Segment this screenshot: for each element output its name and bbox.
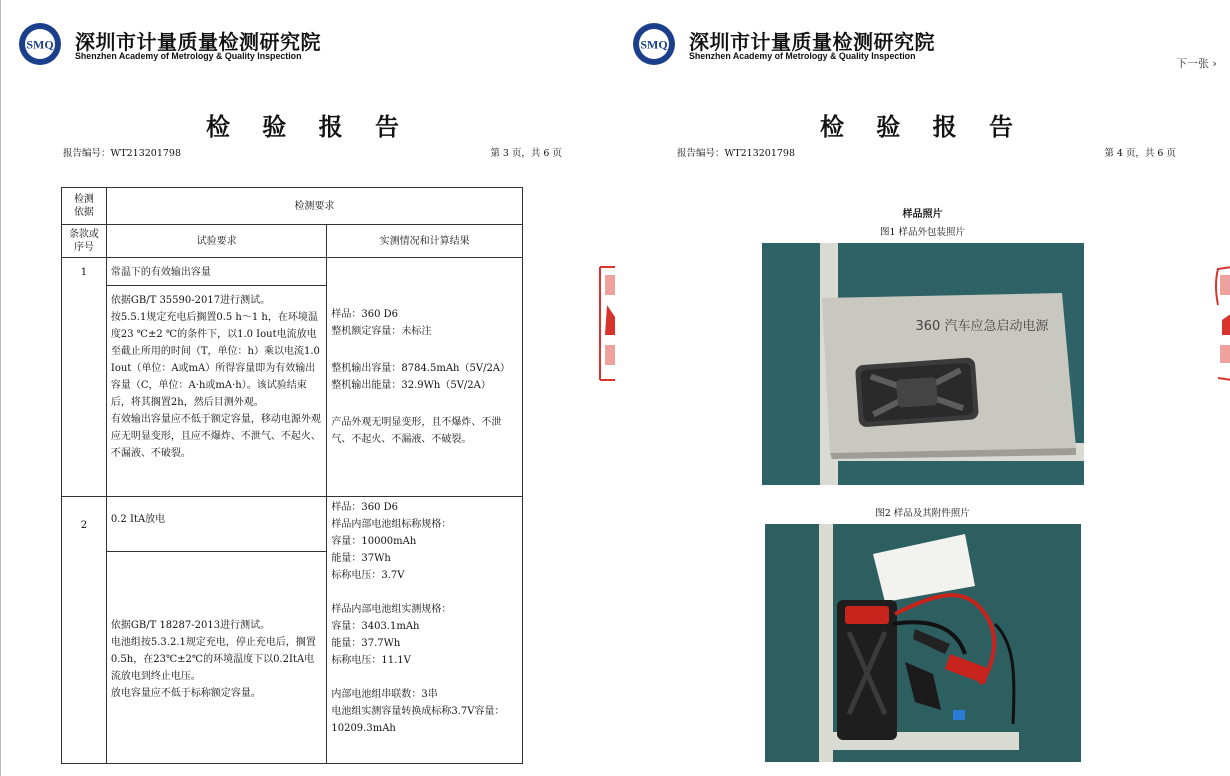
svg-text:SMQ: SMQ — [640, 37, 668, 52]
smq-logo-icon — [18, 22, 62, 66]
row-1-result-output: 整机输出容量：8784.5mAh（5V/2A） 整机输出能量：32.9Wh（5V/2A） — [331, 363, 511, 391]
row-2-result — [327, 497, 523, 764]
report-title: 检 验 报 告 — [205, 113, 412, 141]
report-page-4 — [615, 0, 1230, 776]
smq-logo-icon — [632, 22, 676, 66]
page-info: 第 3 页，共 6 页 — [490, 148, 562, 159]
org-name-cn: 深圳市计量质量检测研究院 — [689, 30, 935, 54]
header-clause: 条款或 序号 — [62, 225, 107, 258]
figure-1-packaging-photo — [762, 243, 1084, 485]
org-name-cn: 深圳市计量质量检测研究院 — [75, 30, 321, 54]
row-1-result-sample: 样品：360 D6 整机额定容量：未标注 — [331, 309, 432, 337]
next-image-link[interactable]: 下一张 › — [1176, 57, 1217, 70]
row-2-item-title: 0.2 ItA放电 — [106, 497, 326, 552]
row-1-result — [327, 258, 523, 497]
photos-section-title: 样品照片 — [902, 209, 943, 220]
report-title: 检 验 报 告 — [819, 113, 1026, 141]
row-2-result-measured: 样品内部电池组实测规格： 容量：3403.1mAh 能量：37.7Wh 标称电压：11.1V — [331, 604, 452, 666]
header-basis: 检测 依据 — [62, 188, 107, 225]
report-number: 报告编号：WT213201798 — [63, 148, 181, 159]
figure-2-caption: 图2 样品及其附件照片 — [875, 508, 970, 519]
row-2-result-conversion: 内部电池组串联数：3串 电池组实测容量转换成标称3.7V容量：10209.3mAh — [331, 689, 505, 734]
test-requirements-table — [61, 187, 523, 764]
row-2-item-detail: 依据GB/T 18287-2013进行测试。 电池组按5.3.2.1规定充电，停止充电后，搁置0.5h，在23℃±2℃的环境温度下以0.2ItA电流放电到终止电压。 放电容量应不低于标称额定容量。 — [106, 552, 326, 764]
org-name-en: Shenzhen Academy of Metrology & Quality Inspection — [689, 51, 916, 62]
row-1-number: 1 — [62, 258, 107, 497]
row-1-item-detail: 依据GB/T 35590-2017进行测试。 按5.5.1规定充电后搁置0.5 h～1 h，在环境温度23 ℃±2 ℃的条件下，以1.0 Iout电流放电至截止所用的时间（T，单位：h）乘以电流1.0 Iout（单位：A或mA）所得容量即为有效输出容量（C，单位：A·h或mA·h）。该试验结束后，将其搁置2h，然后目测外观。 有效输出容量应不低于额定容量，移动电源外观应无明显变形，且应不爆炸、不泄气、不起火、不漏液、不破裂。 — [106, 286, 326, 497]
report-number: 报告编号：WT213201798 — [677, 148, 795, 159]
row-1-item-title: 常温下的有效输出容量 — [106, 258, 326, 286]
row-2-number: 2 — [62, 497, 107, 764]
row-2-result-nominal: 样品：360 D6 样品内部电池组标称规格： 容量：10000mAh 能量：37Wh 标称电压：3.7V — [331, 502, 452, 581]
page-info: 第 4 页，共 6 页 — [1104, 148, 1176, 159]
header-result: 实测情况和计算结果 — [327, 225, 523, 258]
svg-text:360 汽车应急启动电源: 360 汽车应急启动电源 — [915, 319, 1049, 334]
header-test-requirement: 试验要求 — [106, 225, 326, 258]
seal-stamp-icon — [1212, 265, 1230, 385]
org-name-en: Shenzhen Academy of Metrology & Quality Inspection — [75, 51, 302, 62]
figure-2-accessories-photo — [765, 524, 1081, 762]
figure-1-caption: 图1 样品外包装照片 — [879, 227, 966, 238]
row-1-result-appearance: 产品外观无明显变形，且不爆炸、不泄气、不起火、不漏液、不破裂。 — [331, 417, 502, 445]
seal-stamp-icon — [597, 265, 616, 385]
svg-text:SMQ: SMQ — [26, 37, 54, 52]
header-requirements: 检测要求 — [106, 188, 522, 225]
